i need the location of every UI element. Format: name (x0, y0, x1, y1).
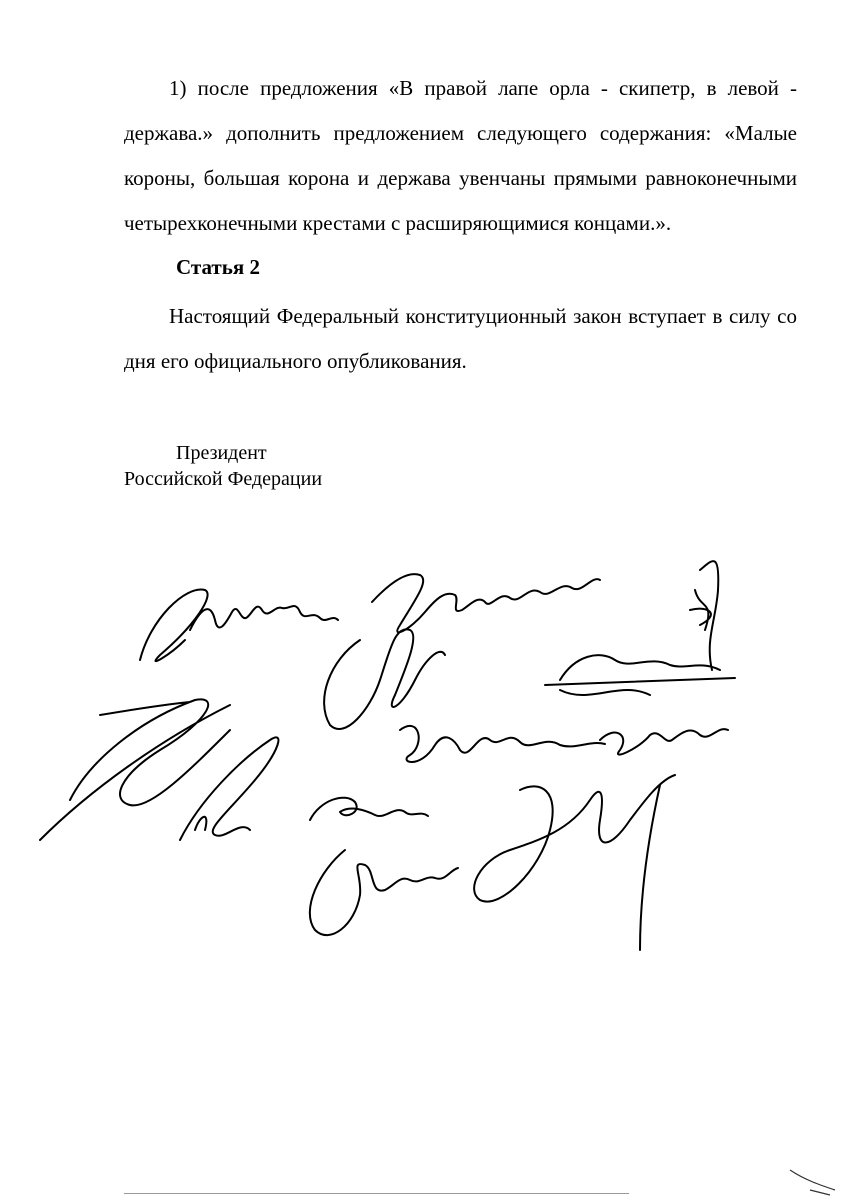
signature-2 (372, 574, 600, 632)
handwritten-signatures (0, 530, 843, 970)
signature-9 (180, 737, 278, 840)
signature-7 (400, 726, 605, 762)
signature-5 (545, 655, 735, 695)
signatory-title-line2: Российской Федерации (124, 468, 323, 490)
signature-10 (310, 798, 428, 820)
signature-11 (310, 850, 458, 935)
signature-1 (140, 590, 338, 662)
corner-mark (780, 1160, 843, 1200)
signature-12 (474, 775, 675, 950)
signature-8 (600, 729, 728, 755)
paragraph-entry-into-force: Настоящий Федеральный конституционный закон вступает в силу со дня его официального опубликования. (124, 304, 797, 373)
article-heading: Статья 2 (176, 255, 260, 279)
paragraph-amendment: 1) после предложения «В правой лапе орла - скипетр, в левой - держава.» дополнить предложением следующего содержания: «Малые короны, большая корона и держава увенчаны прямыми равноконечными четырехконечными крестами с расширяющимися концами.». (124, 76, 797, 235)
signature-4 (324, 629, 445, 729)
signature-3 (690, 561, 718, 670)
signatory-title (124, 440, 322, 492)
signatory-title-line1: Президент (176, 442, 267, 464)
bottom-rule (124, 1193, 629, 1194)
